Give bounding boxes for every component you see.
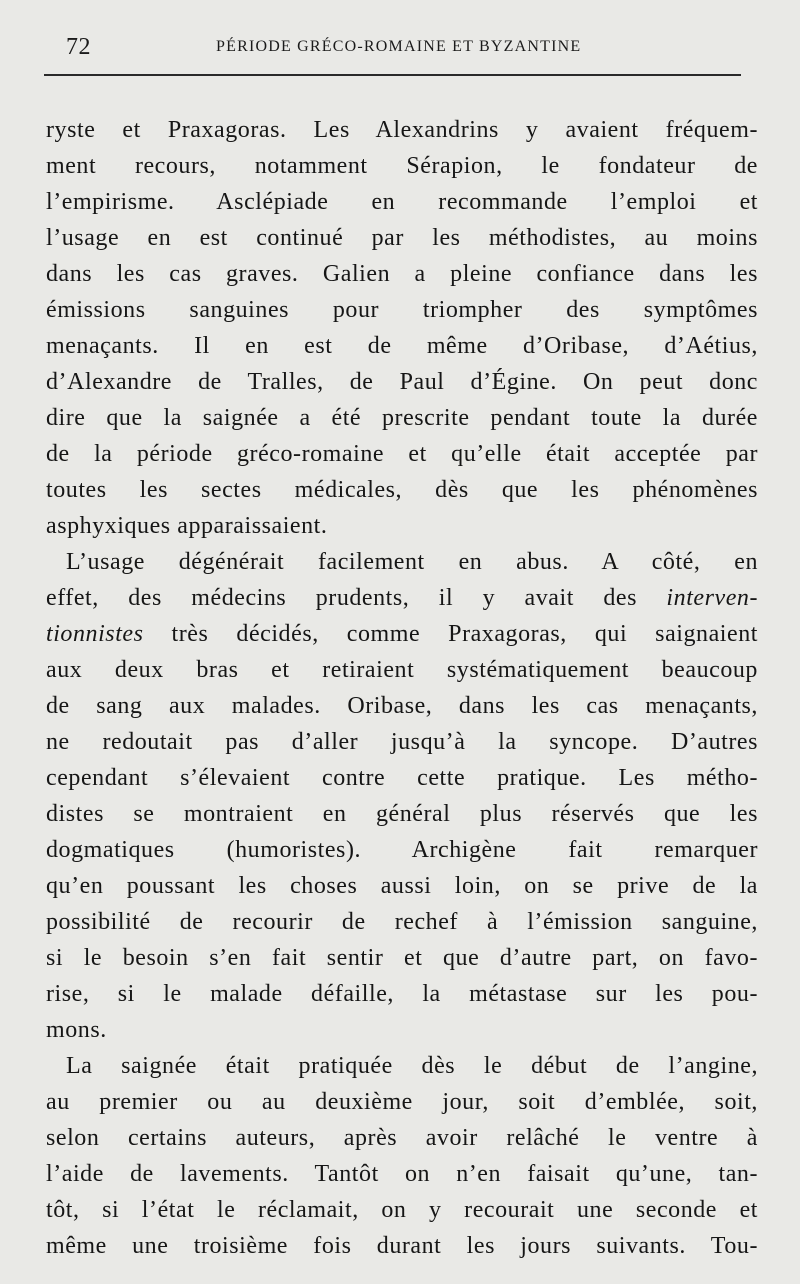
text-line: de la période gréco-romaine et qu’elle était acceptée par: [46, 441, 758, 467]
text-line: l’usage en est continué par les méthodistes, au moins: [46, 225, 758, 251]
text-line: si le besoin s’en fait sentir et que d’autre part, on favo-: [46, 945, 758, 971]
text-line: asphyxiques apparaissaient.: [46, 513, 328, 539]
text-line-with-italic: [46, 580, 758, 616]
text-line: ment recours, notamment Sérapion, le fondateur de: [46, 153, 758, 179]
page-number: 72: [66, 33, 91, 60]
body-text: [46, 112, 758, 1264]
text-line: mons.: [46, 1017, 107, 1043]
text-line: même une troisième fois durant les jours suivants. Tou-: [46, 1233, 758, 1259]
italic-run: tionnistes: [46, 621, 144, 647]
text-line: tôt, si l’état le réclamait, on y recourait une seconde et: [46, 1197, 758, 1223]
text-line: L’usage dégénérait facilement en abus. A côté, en: [66, 549, 758, 575]
text-line: La saignée était pratiquée dès le début de l’angine,: [66, 1053, 758, 1079]
text-line: toutes les sectes médicales, dès que les phénomènes: [46, 477, 758, 503]
text-line: l’aide de lavements. Tantôt on n’en faisait qu’une, tan-: [46, 1161, 758, 1187]
text-line: dogmatiques (humoristes). Archigène fait remarquer: [46, 837, 758, 863]
text-line: ne redoutait pas d’aller jusqu’à la syncope. D’autres: [46, 729, 758, 755]
text-line: possibilité de recourir de rechef à l’émission sanguine,: [46, 909, 758, 935]
text-line-with-italic: [46, 616, 758, 652]
text-line: de sang aux malades. Oribase, dans les cas menaçants,: [46, 693, 758, 719]
text-run: effet, des médecins prudents, il y avait des: [46, 585, 667, 611]
text-line: qu’en poussant les choses aussi loin, on se prive de la: [46, 873, 758, 899]
text-line: d’Alexandre de Tralles, de Paul d’Égine. On peut donc: [46, 369, 758, 395]
text-line: émissions sanguines pour triompher des symptômes: [46, 297, 758, 323]
text-line: rise, si le malade défaille, la métastase sur les pou-: [46, 981, 758, 1007]
text-line: dans les cas graves. Galien a pleine confiance dans les: [46, 261, 758, 287]
text-line: au premier ou au deuxième jour, soit d’emblée, soit,: [46, 1089, 758, 1115]
text-line: menaçants. Il en est de même d’Oribase, d’Aétius,: [46, 333, 758, 359]
text-line: aux deux bras et retiraient systématiquement beaucoup: [46, 657, 758, 683]
page-header: [44, 30, 744, 64]
italic-run: interven-: [666, 585, 758, 611]
text-run: très décidés, comme Praxagoras, qui saignaient: [143, 621, 758, 647]
text-line: cependant s’élevaient contre cette pratique. Les métho-: [46, 765, 758, 791]
text-line: ryste et Praxagoras. Les Alexandrins y avaient fréquem-: [46, 117, 758, 143]
text-line: selon certains auteurs, après avoir relâché le ventre à: [46, 1125, 758, 1151]
text-line: dire que la saignée a été prescrite pendant toute la durée: [46, 405, 758, 431]
text-line: l’empirisme. Asclépiade en recommande l’emploi et: [46, 189, 758, 215]
running-title: PÉRIODE GRÉCO-ROMAINE ET BYZANTINE: [216, 38, 582, 55]
header-rule: [44, 74, 741, 76]
text-line: distes se montraient en général plus réservés que les: [46, 801, 758, 827]
